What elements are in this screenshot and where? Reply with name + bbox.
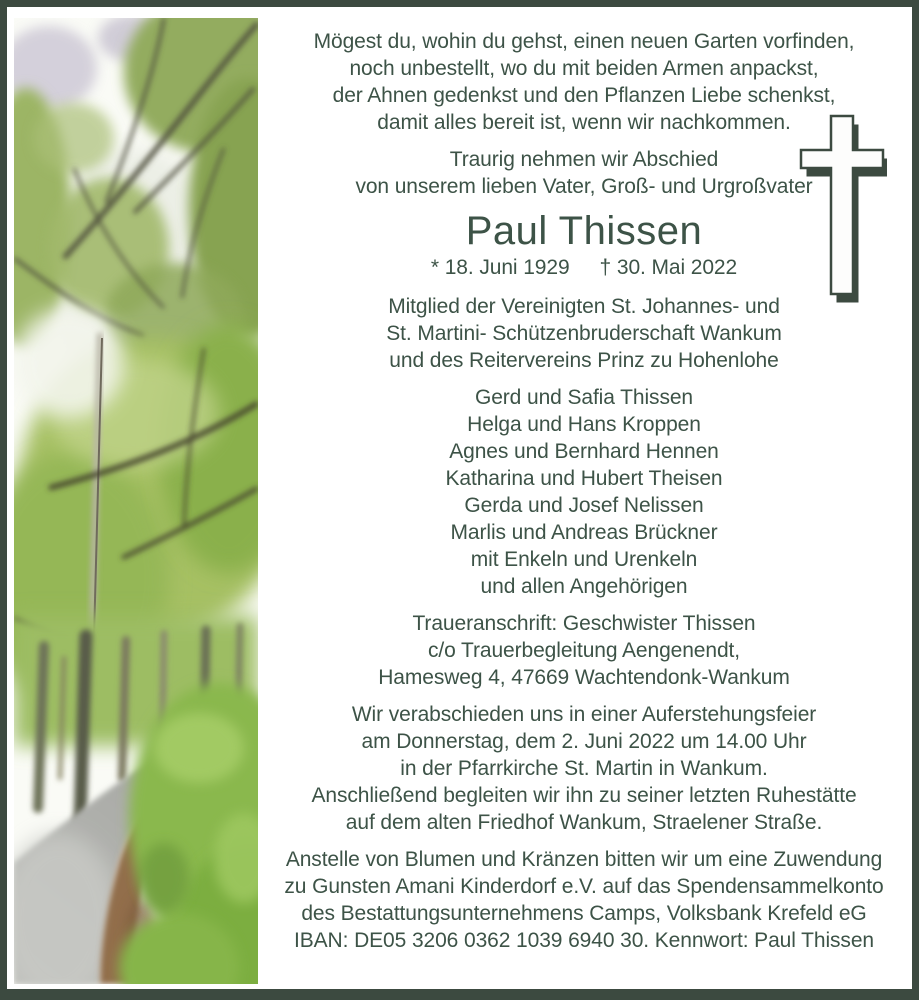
- poem-line: damit alles bereit ist, wenn wir nachkommen.: [377, 111, 791, 134]
- mourner-line: Agnes und Bernhard Hennen: [449, 440, 719, 463]
- service-line: auf dem alten Friedhof Wankum, Straelener Straße.: [345, 811, 823, 834]
- intro-line: von unserem lieben Vater, Groß- und Urgroßvater: [355, 175, 813, 198]
- donation-request: [262, 846, 906, 954]
- mourning-address: [262, 610, 906, 691]
- service-line: in der Pfarrkirche St. Martin in Wankum.: [400, 757, 768, 780]
- mourner-line: Marlis und Andreas Brückner: [450, 521, 718, 544]
- service-line: Anschließend begleiten wir ihn zu seiner letzten Ruhestätte: [311, 784, 857, 807]
- service-line: am Donnerstag, dem 2. Juni 2022 um 14.00 Uhr: [361, 730, 807, 753]
- address-line: Hamesweg 4, 47669 Wachtendonk-Wankum: [378, 666, 790, 689]
- forest-path-photo: [14, 18, 258, 984]
- membership-note: [262, 293, 906, 374]
- forest-path-illustration: [14, 18, 258, 984]
- mourner-line: Gerd und Safia Thissen: [474, 386, 694, 409]
- mourner-line: Gerda und Josef Nelissen: [464, 494, 704, 517]
- birth-date: * 18. Juni 1929: [430, 256, 570, 279]
- poem-line: noch unbestellt, wo du mit beiden Armen anpackst,: [349, 57, 819, 80]
- membership-line: Mitglied der Vereinigten St. Johannes- und: [388, 295, 780, 318]
- address-line: c/o Trauerbegleitung Aengenendt,: [427, 639, 741, 662]
- death-date: † 30. Mai 2022: [599, 256, 738, 279]
- donation-line: zu Gunsten Amani Kinderdorf e.V. auf das Spendensammelkonto: [284, 875, 884, 898]
- service-line: Wir verabschieden uns in einer Auferstehungsfeier: [351, 703, 817, 726]
- poem-line: Mögest du, wohin du gehst, einen neuen Garten vorfinden,: [313, 30, 855, 53]
- donation-line: IBAN: DE05 3206 0362 1039 6940 30. Kennwort: Paul Thissen: [294, 929, 874, 952]
- mourners-list: [262, 384, 906, 600]
- membership-line: und des Reitervereins Prinz zu Hohenlohe: [389, 349, 779, 372]
- poem-line: der Ahnen gedenkst und den Pflanzen Liebe schenkst,: [332, 84, 836, 107]
- mourner-line: Katharina und Hubert Theisen: [445, 467, 723, 490]
- membership-line: St. Martini- Schützenbruderschaft Wankum: [386, 322, 782, 345]
- mourner-line: und allen Angehörigen: [480, 575, 688, 598]
- intro-line: Traurig nehmen wir Abschied: [449, 148, 719, 171]
- donation-line: Anstelle von Blumen und Kränzen bitten wir um eine Zuwendung: [285, 848, 883, 871]
- funeral-service-info: [262, 701, 906, 836]
- deceased-name: Paul Thissen: [465, 209, 703, 253]
- donation-line: des Bestattungsunternehmens Camps, Volksbank Krefeld eG: [301, 902, 867, 925]
- address-line: Traueranschrift: Geschwister Thissen: [412, 612, 756, 635]
- mourner-line: Helga und Hans Kroppen: [467, 413, 701, 436]
- mourner-line: mit Enkeln und Urenkeln: [470, 548, 698, 571]
- memorial-cross-icon: [795, 112, 887, 304]
